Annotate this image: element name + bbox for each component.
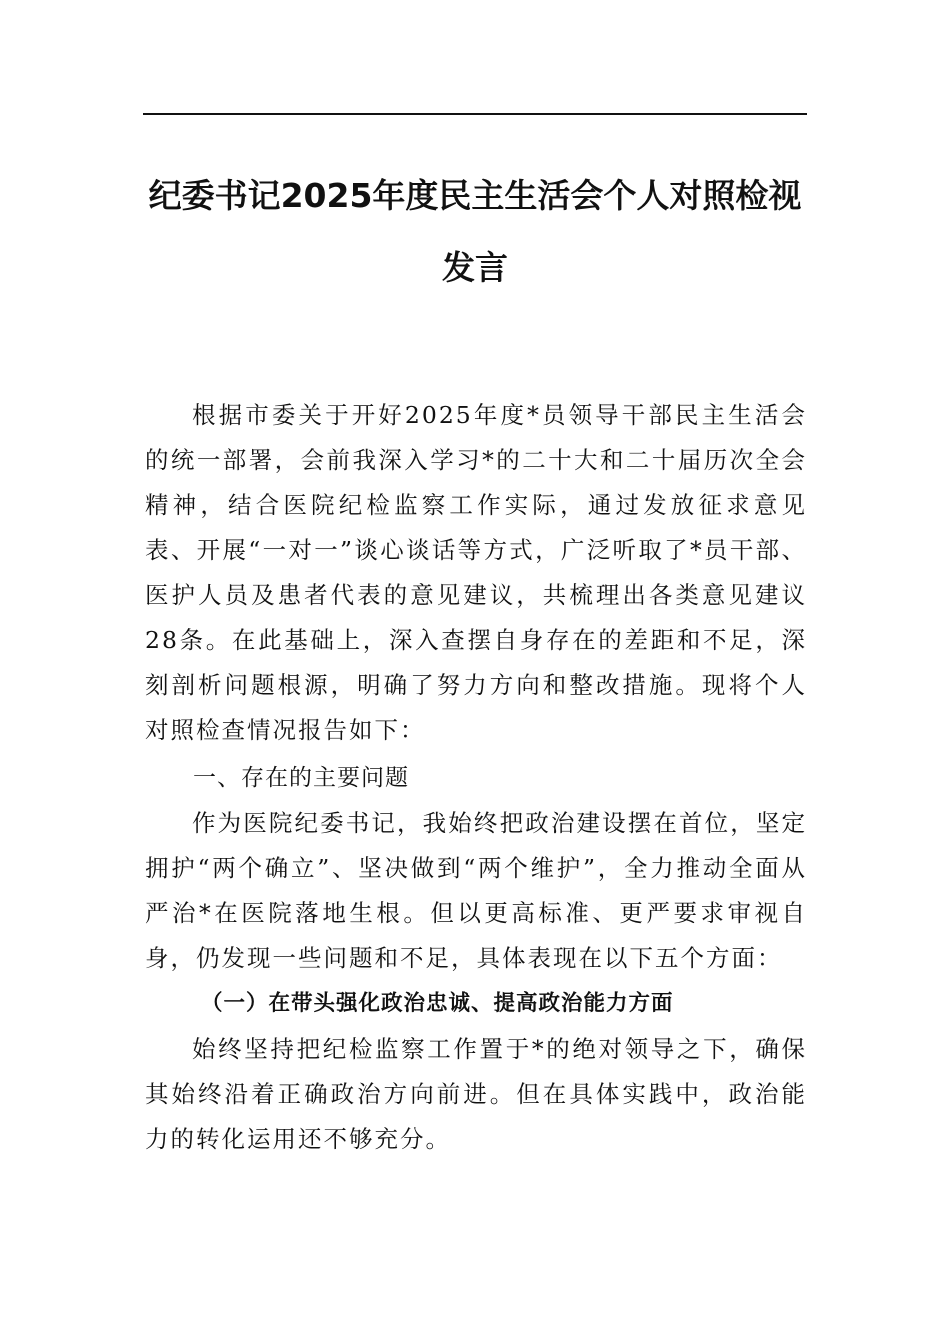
section-paragraph-problems: 作为医院纪委书记，我始终把政治建设摆在首位，坚定拥护“两个确立”、坚决做到“两个维护”，全力推动全面从严治*在医院落地生根。但以更高标准、更严要求审视自身，仍发现一些问题和不足，具体表现在以下五个方面：: [145, 809, 807, 972]
subsection-heading-political-loyalty: （一）在带头强化政治忠诚、提高政治能力方面: [201, 991, 674, 1016]
section-heading-problems: 一、存在的主要问题: [193, 765, 409, 791]
header-rule: [143, 113, 807, 115]
subsection-paragraph-political-loyalty: 始终坚持把纪检监察工作置于*的绝对领导之下，确保其始终沿着正确政治方向前进。但在具体实践中，政治能力的转化运用还不够充分。: [145, 1035, 807, 1153]
document-body: [145, 393, 807, 1162]
intro-paragraph: 根据市委关于开好2025年度*员领导干部民主生活会的统一部署，会前我深入学习*的二十大和二十届历次全会精神，结合医院纪检监察工作实际，通过发放征求意见表、开展“一对一”谈心谈话等方式，广泛听取了*员干部、医护人员及患者代表的意见建议，共梳理出各类意见建议28条。在此基础上，深入查摆自身存在的差距和不足，深刻剖析问题根源，明确了努力方向和整改措施。现将个人对照检查情况报告如下：: [145, 401, 807, 744]
document-title: 纪委书记2025年度民主生活会个人对照检视发言: [148, 176, 802, 287]
